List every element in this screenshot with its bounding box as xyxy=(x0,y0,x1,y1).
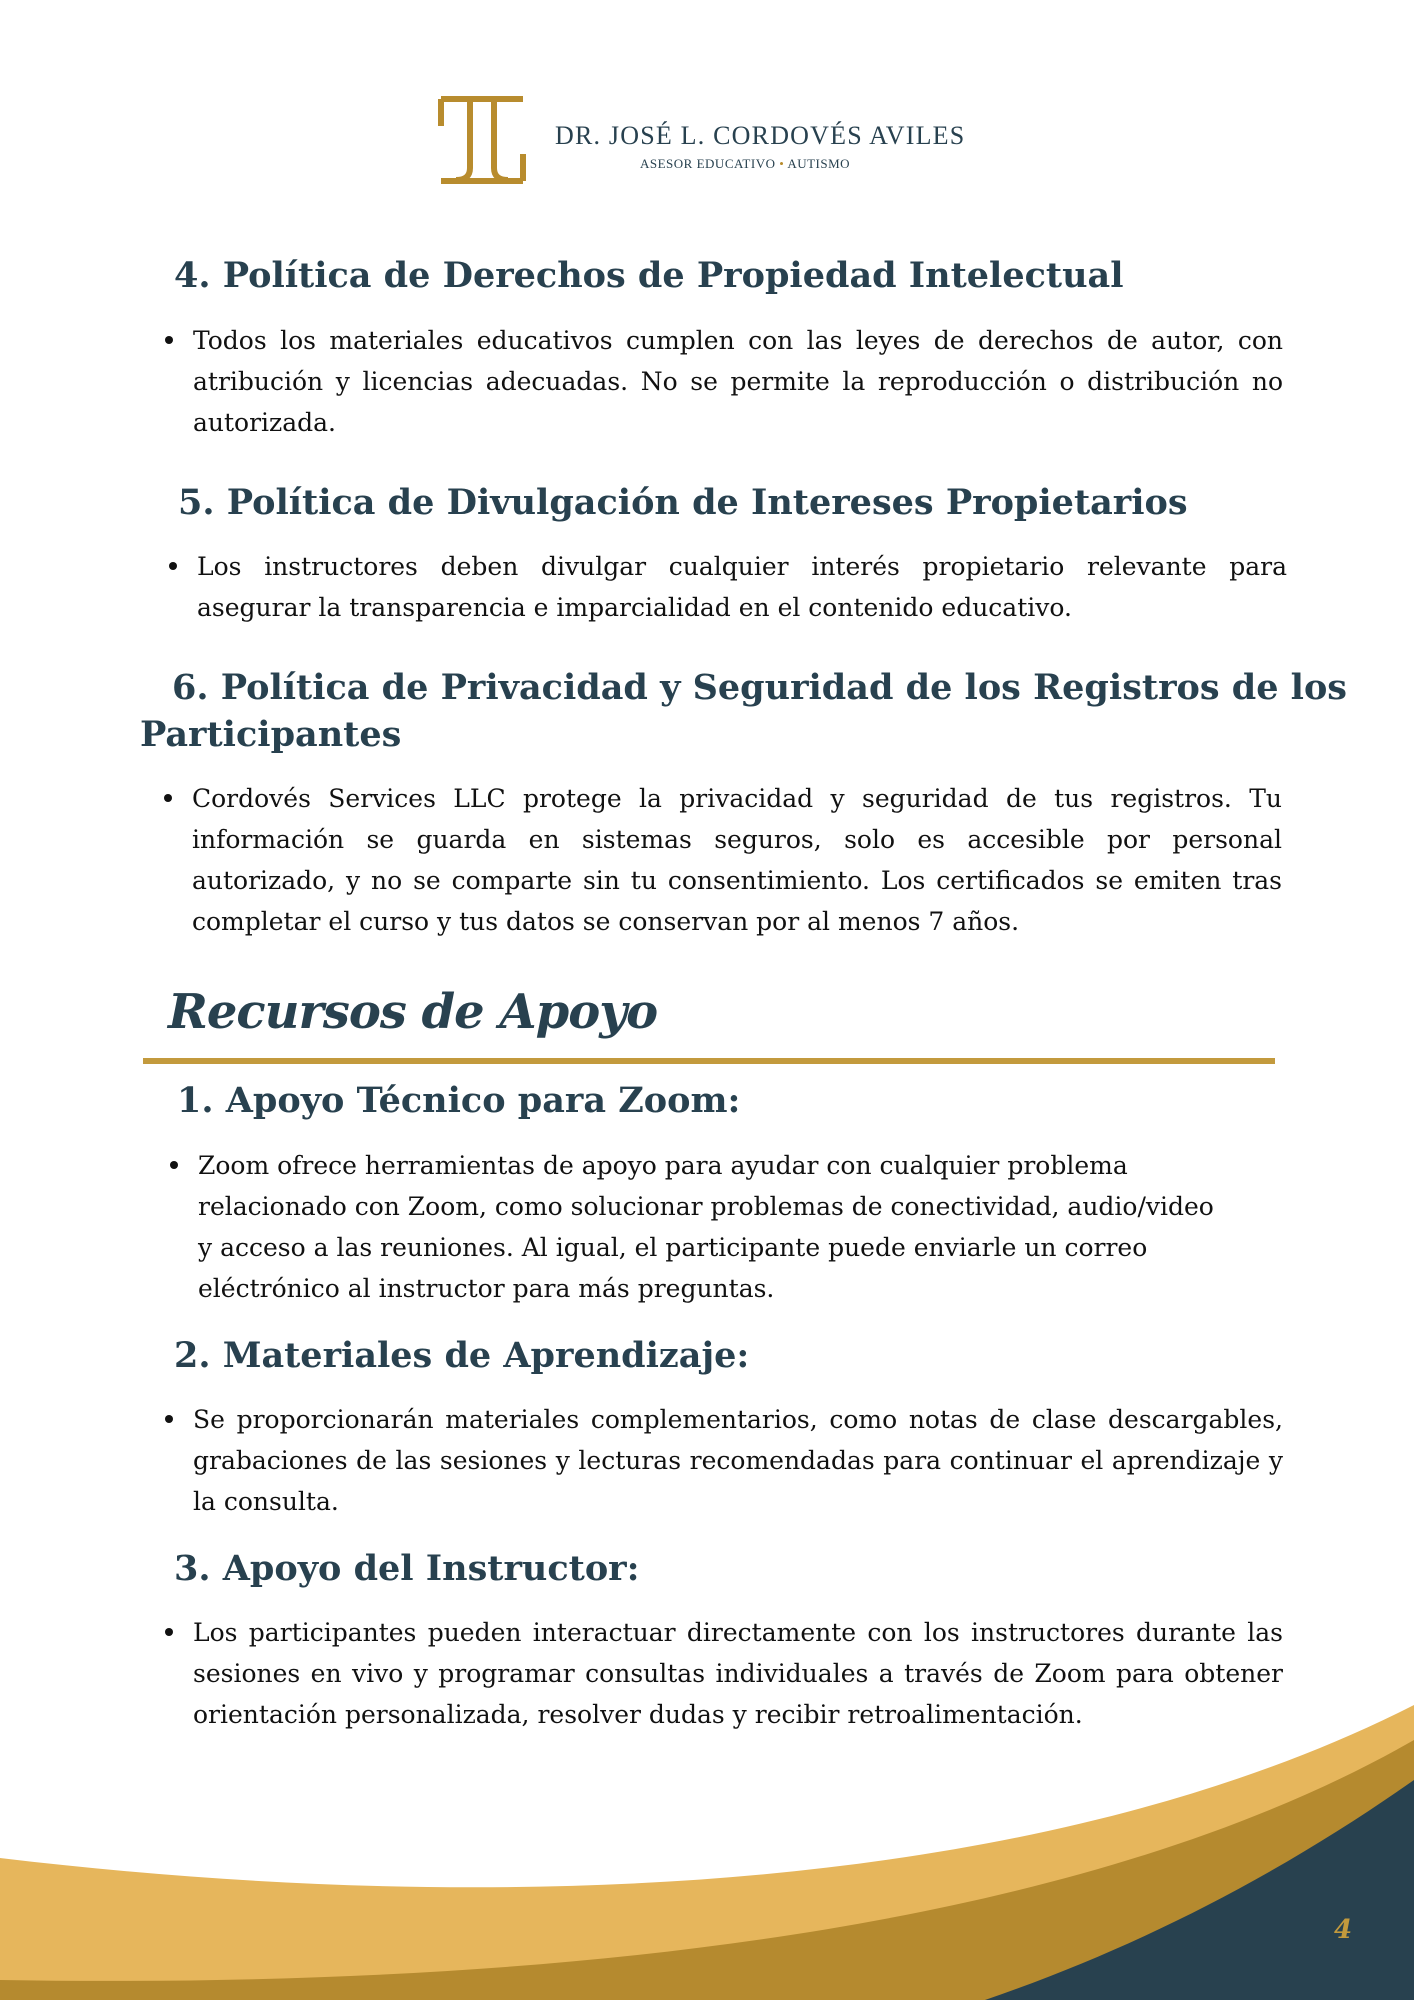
policy-6-heading-line1: 6. Política de Privacidad y Seguridad de los Registros de los xyxy=(172,667,1348,708)
bullet-dot xyxy=(165,1415,173,1423)
bullet-dot xyxy=(169,562,177,570)
brand-name: DR. JOSÉ L. CORDOVÉS AVILES xyxy=(555,121,966,150)
policy-4-heading: 4. Política de Derechos de Propiedad Intelectual xyxy=(174,255,1124,296)
bullet-dot xyxy=(165,336,173,344)
tagline-right: AUTISMO xyxy=(787,156,851,171)
policy-4-bullet xyxy=(193,320,1283,443)
bullet-dot xyxy=(165,1628,173,1636)
monogram-logo-icon xyxy=(438,96,526,184)
support-2-text: Se proporcionarán materiales complementarios, como notas de clase descargables, grabaciones de las sesiones y lecturas recomendadas para continuar el aprendizaje y la consulta. xyxy=(193,1405,1283,1516)
support-2-bullet xyxy=(193,1399,1283,1522)
support-1-line-1: Zoom ofrece herramientas de apoyo para ayudar con cualquier problema xyxy=(198,1151,1128,1180)
policy-5-text: Los instructores deben divulgar cualquier interés propietario relevante para asegurar la transparencia e imparcialidad en el contenido educativo. xyxy=(197,552,1287,622)
support-1-line-2: relacionado con Zoom, como solucionar problemas de conectividad, audio/video xyxy=(198,1192,1214,1221)
support-3-heading: 3. Apoyo del Instructor: xyxy=(174,1548,640,1589)
support-section-title: Recursos de Apoyo xyxy=(168,984,658,1040)
support-3-text: Los participantes pueden interactuar directamente con los instructores durante las sesiones en vivo y programar consultas individuales a través de Zoom para obtener orientación personalizada, resolver dudas y recibir retroalimentación. xyxy=(193,1618,1283,1729)
support-2-heading: 2. Materiales de Aprendizaje: xyxy=(174,1335,750,1376)
bullet-dot xyxy=(164,794,172,802)
section-divider xyxy=(143,1058,1275,1064)
policy-4-text: Todos los materiales educativos cumplen con las leyes de derechos de autor, con atribución y licencias adecuadas. No se permite la reproducción o distribución no autorizada. xyxy=(193,326,1283,437)
support-1-bullet xyxy=(198,1145,1298,1309)
support-1-line-3: y acceso a las reuniones. Al igual, el participante puede enviarle un correo xyxy=(198,1233,1148,1262)
policy-6-bullet xyxy=(192,778,1282,942)
brand-tagline xyxy=(640,156,850,172)
policy-5-bullet xyxy=(197,546,1287,628)
tagline-left: ASESOR EDUCATIVO xyxy=(640,156,776,171)
bullet-dot xyxy=(170,1161,178,1169)
page-number: 4 xyxy=(1334,1915,1353,1945)
tagline-separator: • xyxy=(779,156,785,171)
policy-6-heading-line2: Participantes xyxy=(140,714,402,755)
footer-wave-decoration xyxy=(0,1690,1414,2000)
policy-6-text: Cordovés Services LLC protege la privacidad y seguridad de tus registros. Tu información se guarda en sistemas seguros, solo es accesible por personal autorizado, y no se comparte sin tu consentimiento. Los certificados se emiten tras completar el curso y tus datos se conservan por al menos 7 años. xyxy=(192,784,1282,936)
support-1-heading: 1. Apoyo Técnico para Zoom: xyxy=(177,1080,741,1121)
support-1-line-4: eléctrónico al instructor para más preguntas. xyxy=(198,1274,775,1303)
policy-5-heading: 5. Política de Divulgación de Intereses Propietarios xyxy=(178,482,1188,523)
